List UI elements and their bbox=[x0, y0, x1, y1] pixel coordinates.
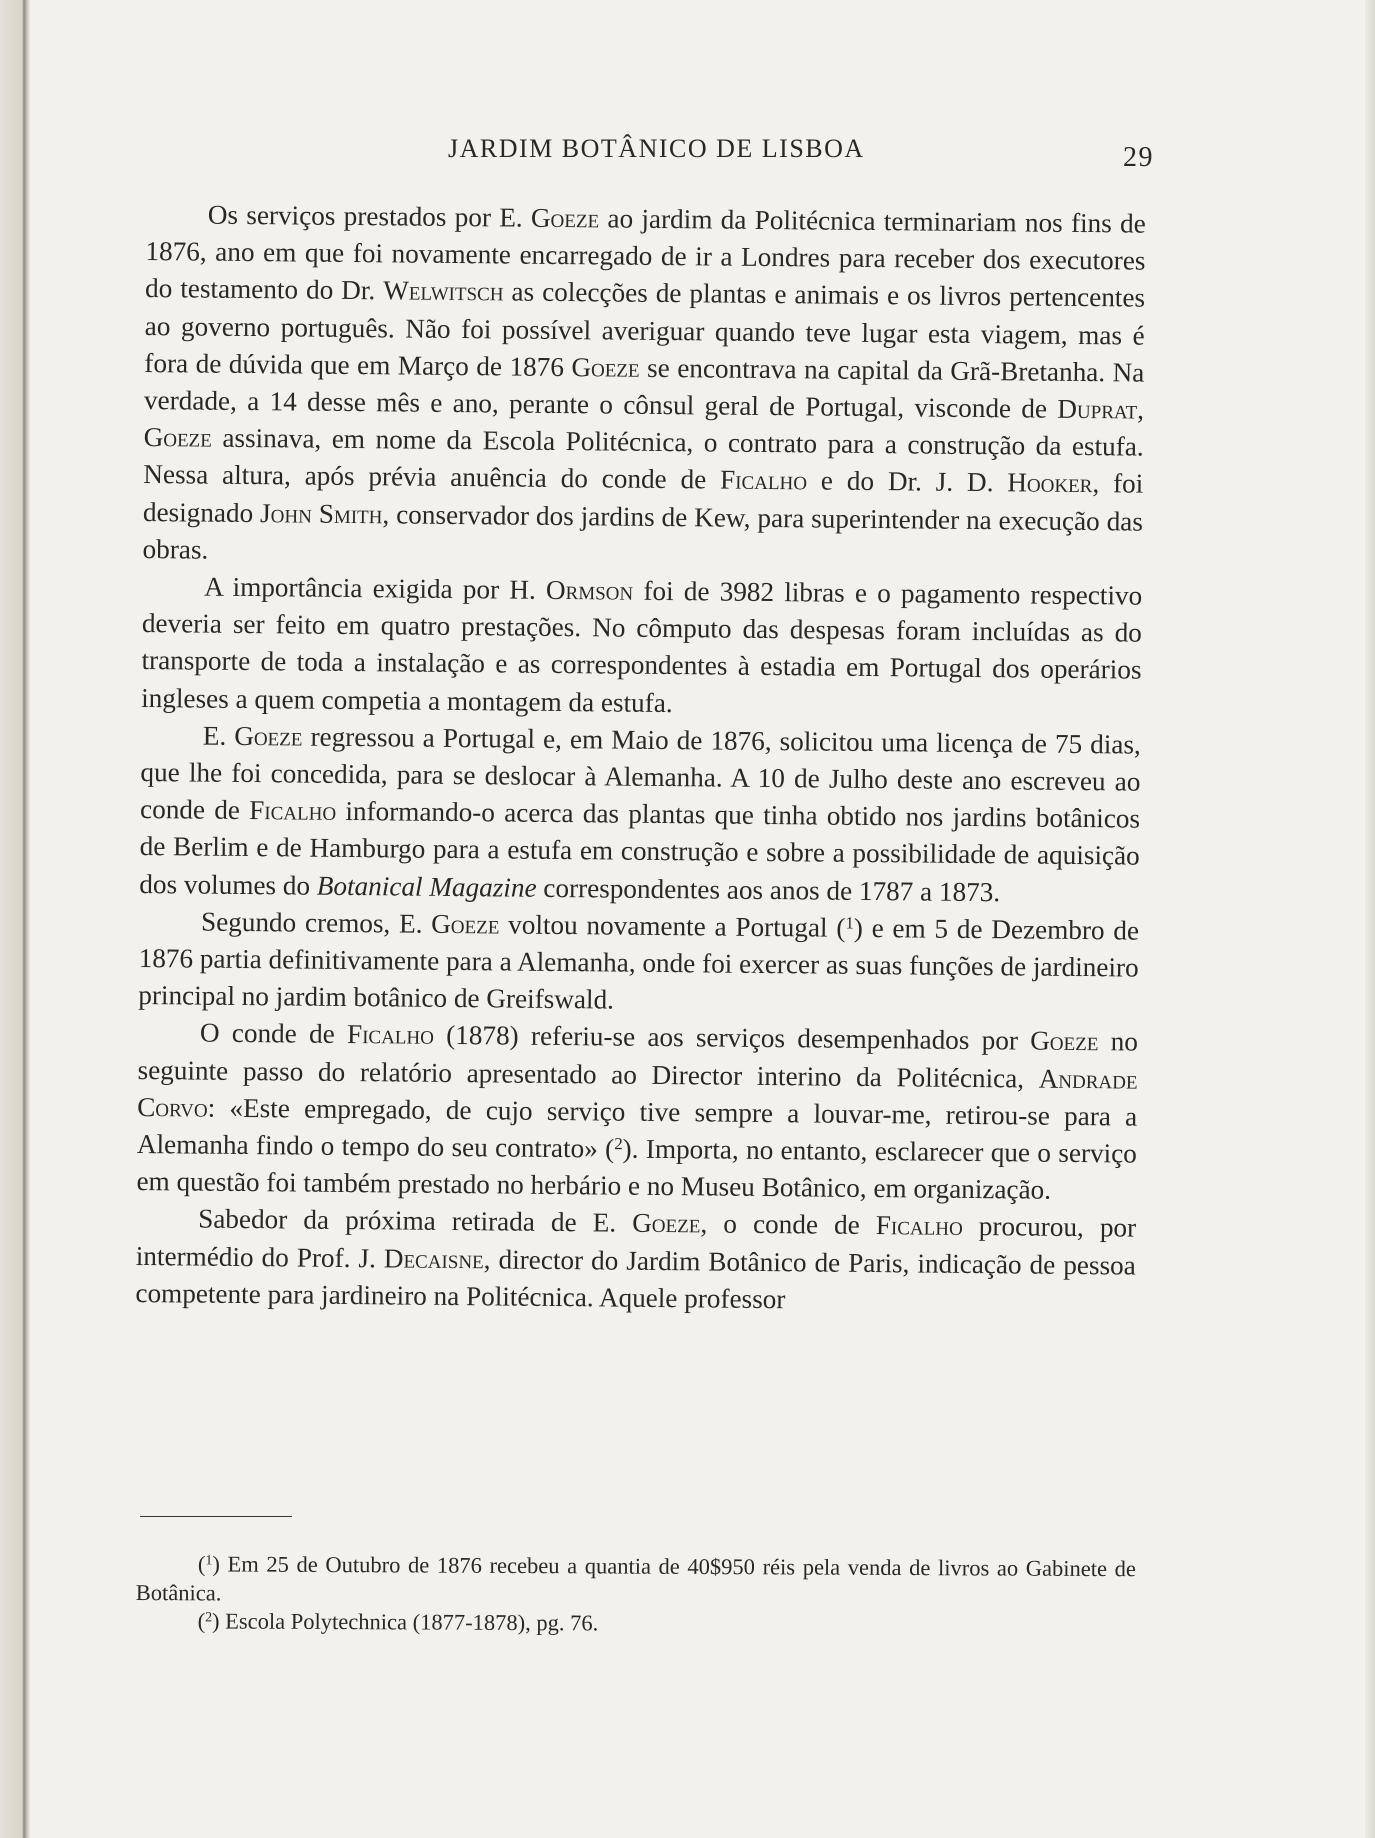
paragraph-6: Sabedor da próxima retirada de E. Goeze, o conde de Ficalho procurou, por intermédio do Prof. J. Decaisne, director do Jardim Botânico de Paris, indicação de pessoa competente para jardineiro na Politécnica. Aquele professor bbox=[135, 1204, 1137, 1315]
paragraph-1: Os serviços prestados por E. Goeze ao jardim da Politécnica terminariam nos fins de 1876, ano em que foi novamente encarregado de ir a Londres para receber dos executores do testamento do Dr. Welwitsch as colecções de plantas e animais e os livros pertencentes ao governo português. Não foi possível averiguar quando teve lugar esta viagem, mas é fora de dúvida que em Março de 1876 Goeze se encontrava na capital da Grã-Bretanha. Na verdade, a 14 desse mês e ano, perante o cônsul geral de Portugal, visconde de Duprat, Goeze assinava, em nome da Escola Politécnica, o contrato para a construção da estufa. Nessa altura, após prévia anuência do conde de Ficalho e do Dr. J. D. Hooker, foi designado John Smith, conservador dos jardins de Kew, para superintender na execução das obras. bbox=[142, 199, 1146, 565]
footnote-1: ($^1$) Em 25 de Outubro de 1876 recebeu a quantia de 40$950 réis pela venda de livros ao Gabinete de Botânica. bbox=[135, 1551, 1136, 1605]
paragraph-2: A importância exigida por H. Ormson foi de 3982 libras e o pagamento respectivo deveria ser feito em quatro prestações. No cômputo das despesas foram incluídas as do transporte de toda a instalação e as correspondentes à estadia em Portugal dos operários ingleses a quem competia a montagem da estufa. bbox=[141, 571, 1143, 718]
footnote-2: ($^2$) Escola Polytechnica (1877-1878), pg. 76. bbox=[197, 1608, 599, 1636]
paragraph-5: O conde de Ficalho (1878) referiu-se aos serviços desempenhados por Goeze no seguinte passo do relatório apresentado ao Director interino da Politécnica, Andrade Corvo: «Este empregado, de cujo serviço tive sempre a louvar-me, retirou-se para a Alemanha findo o tempo do seu contrato» ($^2$). Importa, no entanto, esclarecer que o serviço em questão foi também prestado no herbário e no Museu Botânico, em organização. bbox=[136, 1018, 1139, 1206]
footnote-separator bbox=[140, 1516, 292, 1517]
page-binding-edge bbox=[0, 0, 30, 1838]
page-number: 29 bbox=[1123, 142, 1154, 173]
body-text bbox=[135, 196, 1146, 1322]
paragraph-4: Segundo cremos, E. Goeze voltou novamente a Portugal ($^1$) e em 5 de Dezembro de 1876 partia definitivamente para a Alemanha, onde foi exercer as suas funções de jardineiro principal no jardim botânico de Greifswald. bbox=[138, 906, 1140, 1015]
footnote-ref-1: 1 bbox=[845, 913, 854, 933]
running-title: JARDIM BOTÂNICO DE LISBOA bbox=[448, 134, 865, 163]
footnote-ref-2: 2 bbox=[614, 1134, 623, 1154]
footnotes bbox=[136, 1550, 1136, 1641]
paragraph-3: E. Goeze regressou a Portugal e, em Maio de 1876, solicitou uma licença de 75 dias, que lhe foi concedida, para se deslocar à Alemanha. A 10 de Julho deste ano escreveu ao conde de Ficalho informando-o acerca das plantas que tinha obtido nos jardins botânicos de Berlim e de Hamburgo para a estufa em construção e sobre a possibilidade de aquisição dos volumes do Botanical Magazine correspondentes aos anos de 1787 a 1873. bbox=[139, 720, 1141, 907]
page-right-edge bbox=[1365, 0, 1375, 1838]
